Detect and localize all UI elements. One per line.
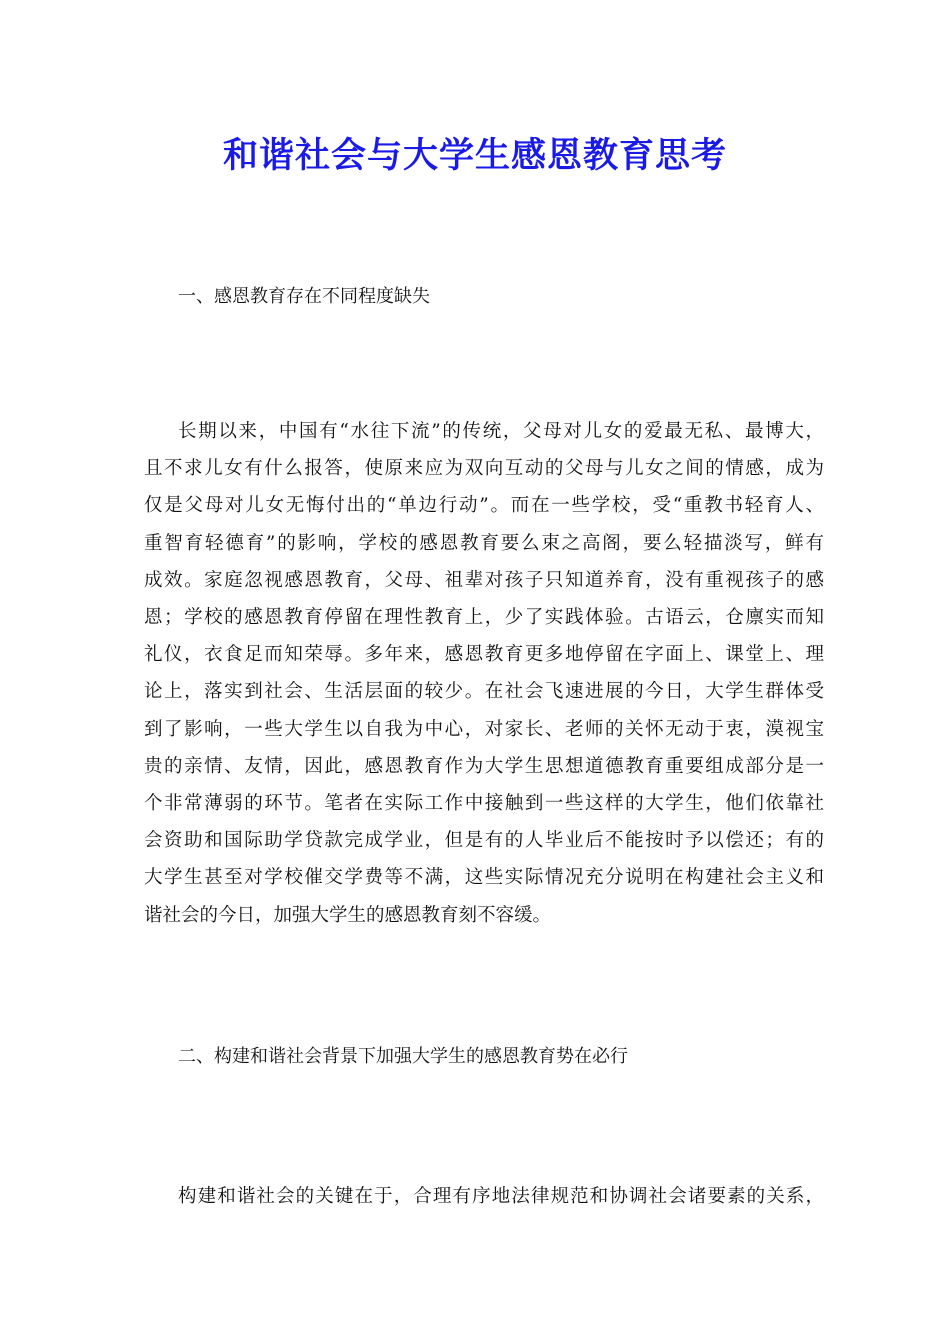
paragraph-line: 大学生甚至对学校催交学费等不满，这些实际情况充分说明在构建社会主义和 — [144, 867, 824, 889]
document-title: 和谐社会与大学生感恩教育思考 — [222, 136, 727, 176]
paragraph-line: 会资助和国际助学贷款完成学业，但是有的人毕业后不能按时予以偿还；有的 — [144, 830, 824, 852]
section-2-paragraph — [144, 1178, 824, 1215]
paragraph-line: 个非常薄弱的环节。笔者在实际工作中接触到一些这样的大学生，他们依靠社 — [144, 793, 824, 815]
paragraph-line: 成效。家庭忽视感恩教育，父母、祖辈对孩子只知道养育，没有重视孩子的感 — [144, 569, 824, 591]
paragraph-line: 恩；学校的感恩教育停留在理性教育上，少了实践体验。古语云，仓廪实而知 — [144, 607, 824, 629]
paragraph-line: 仅是父母对儿女无悔付出的“单边行动”。而在一些学校，受“重教书轻育人、 — [144, 495, 824, 517]
section-1-paragraph — [144, 413, 824, 934]
paragraph-line: 构建和谐社会的关键在于，合理有序地法律规范和协调社会诸要素的关系， — [178, 1186, 824, 1207]
paragraph-line: 贵的亲情、友情，因此，感恩教育作为大学生思想道德教育重要组成部分是一 — [144, 755, 824, 777]
paragraph-line: 长期以来，中国有“水往下流”的传统，父母对儿女的爱最无私、最博大， — [178, 421, 824, 442]
paragraph-line: 重智育轻德育”的影响，学校的感恩教育要么束之高阁，要么轻描淡写，鲜有 — [144, 532, 824, 554]
section-heading-2: 二、构建和谐社会背景下加强大学生的感恩教育势在必行 — [178, 1046, 628, 1067]
paragraph-line: 礼仪，衣食足而知荣辱。多年来，感恩教育更多地停留在字面上、课堂上、理 — [144, 644, 824, 666]
paragraph-line: 论上，落实到社会、生活层面的较少。在社会飞速进展的今日，大学生群体受 — [144, 681, 824, 703]
paragraph-line: 谐社会的今日，加强大学生的感恩教育刻不容缓。 — [144, 904, 552, 926]
paragraph-line: 到了影响，一些大学生以自我为中心，对家长、老师的关怀无动于衷，漠视宝 — [144, 718, 824, 740]
paragraph-line: 且不求儿女有什么报答，使原来应为双向互动的父母与儿女之间的情感，成为 — [144, 458, 824, 480]
section-heading-1: 一、感恩教育存在不同程度缺失 — [178, 286, 430, 307]
